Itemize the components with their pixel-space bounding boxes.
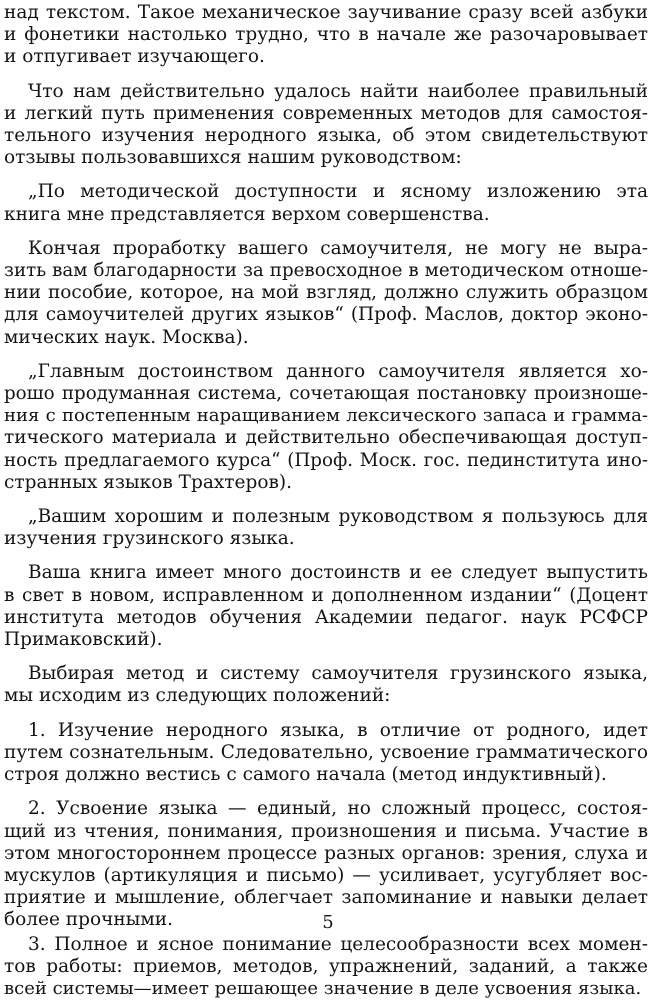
text-line: и отпугивает изучающего. bbox=[4, 46, 265, 68]
quote-paragraph bbox=[4, 181, 648, 225]
text-line: Кончая проработку вашего самоучителя, не могу не выра- bbox=[28, 237, 648, 259]
text-line: всей системы—имеет решающее значение в деле усвоения языка. bbox=[4, 977, 642, 999]
book-page bbox=[4, 2, 648, 999]
text-line: щий из чтения, понимания, произношения и письма. Участие в bbox=[4, 820, 648, 842]
text-line: мы исходим из следующих положений: bbox=[4, 685, 391, 707]
text-line: рошо продуманная система, сочетающая постановку произноше- bbox=[4, 383, 648, 405]
text-line: Примаковский). bbox=[4, 629, 163, 651]
text-line: ния с постепенным наращиванием лексического запаса и грамма- bbox=[4, 405, 648, 427]
numbered-paragraph bbox=[4, 934, 648, 1000]
text-line: Выбирая метод и систему самоучителя грузинского языка, bbox=[28, 663, 648, 685]
quote-paragraph bbox=[4, 506, 648, 550]
text-line: института методов обучения Академии педагог. наук РСФСР bbox=[4, 606, 648, 628]
text-line: 2. Усвоение языка — единый, но сложный процесс, состоя- bbox=[28, 798, 648, 820]
paragraph bbox=[4, 81, 648, 170]
page-number: 5 bbox=[322, 912, 334, 933]
text-line: тов работы: приемов, методов, упражнений, заданий, а также bbox=[4, 955, 648, 977]
text-line: зить вам благодарности за превосходное в методическом отноше- bbox=[4, 260, 648, 282]
quote-paragraph bbox=[4, 562, 648, 651]
text-line: отзывы пользовавшихся нашим руководством: bbox=[4, 147, 462, 169]
text-line: более прочными. bbox=[4, 909, 174, 931]
text-line: ность предлагаемого курса“ (Проф. Моск. гос. пединститута ино- bbox=[4, 449, 648, 471]
text-line: „Вашим хорошим и полезным руководством я пользуюсь для bbox=[28, 506, 648, 528]
text-line: и легкий путь применения современных методов для самостоя- bbox=[4, 102, 648, 124]
text-line: тельного изучения неродного языка, об этом свидетельствуют bbox=[4, 125, 648, 147]
text-line: над текстом. Такое механическое заучивание сразу всей азбуки bbox=[4, 2, 648, 23]
text-line: 3. Полное и ясное понимание целесообразности всех момен- bbox=[28, 933, 648, 955]
text-line: изучения грузинского языка. bbox=[4, 528, 295, 550]
text-line: для самоучителей других языков“ (Проф. Маслов, доктор эконо- bbox=[4, 304, 648, 326]
text-line: 1. Изучение неродного языка, в отличие от родного, идет bbox=[28, 719, 648, 741]
text-line: „По методической доступности и ясному изложению эта bbox=[28, 181, 648, 203]
text-line: строя должно вестись с самого начала (метод индуктивный). bbox=[4, 764, 607, 786]
text-line: мускулов (артикуляция и письмо) — усиливает, усугубляет вос- bbox=[4, 864, 648, 886]
text-line: мических наук. Москва). bbox=[4, 326, 249, 348]
text-line: Что нам действительно удалось найти наиболее правильный bbox=[28, 80, 648, 102]
text-line: книга мне представляется верхом совершенства. bbox=[4, 203, 490, 225]
text-line: в свет в новом, исправленном и дополненном издании“ (Доцент bbox=[4, 584, 648, 606]
text-line: приятие и мышление, облегчает запоминание и навыки делает bbox=[4, 887, 648, 909]
quote-paragraph bbox=[4, 238, 648, 349]
paragraph bbox=[4, 663, 648, 707]
text-line: этом многостороннем процессе разных органов: зрения, слуха и bbox=[4, 842, 648, 864]
text-line: и фонетики настолько трудно, что в начале же разочаровывает bbox=[4, 24, 648, 46]
paragraph bbox=[4, 2, 648, 69]
text-line: „Главным достоинством данного самоучителя является хо- bbox=[28, 360, 648, 382]
text-line: странных языков Трахтеров). bbox=[4, 471, 292, 493]
text-line: путем сознательным. Следовательно, усвоение грамматического bbox=[4, 741, 648, 763]
quote-paragraph bbox=[4, 361, 648, 494]
text-line: Ваша книга имеет много достоинств и ее следует выпустить bbox=[28, 562, 648, 584]
text-line: тического материала и действительно обеспечивающая доступ- bbox=[4, 427, 648, 449]
numbered-paragraph bbox=[4, 720, 648, 787]
text-line: нии пособие, которое, на мой взгляд, должно служить образцом bbox=[4, 282, 648, 304]
